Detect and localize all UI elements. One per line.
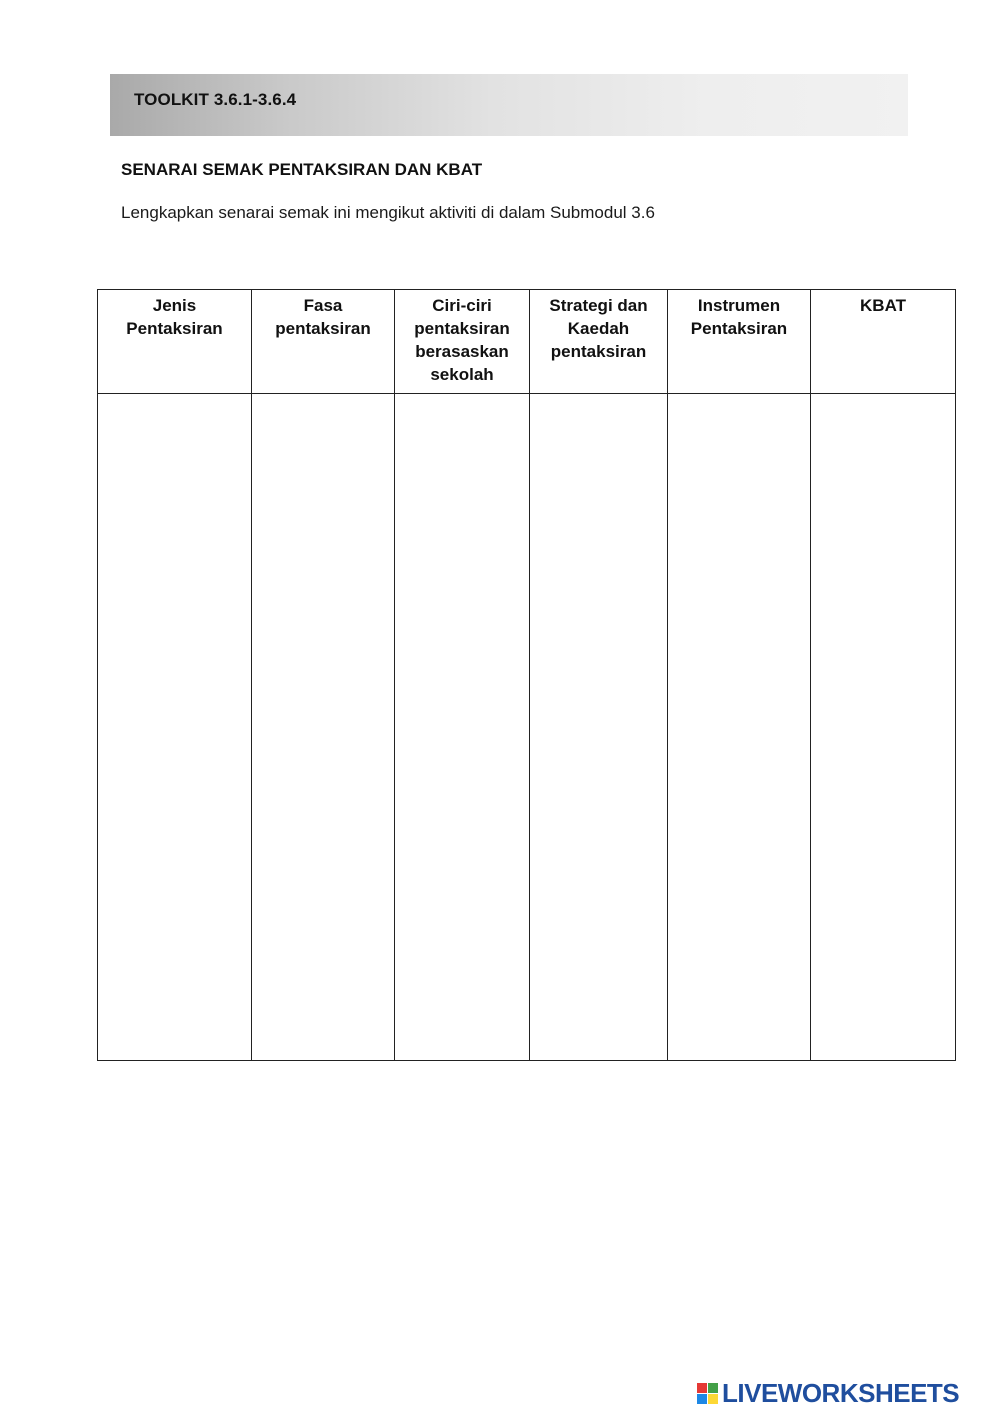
toolkit-title: TOOLKIT 3.6.1-3.6.4 (134, 90, 297, 109)
column-header-fasa-pentaksiran: Fasa pentaksiran (252, 290, 395, 394)
answer-cell-ciri-ciri-pentaksiran[interactable] (395, 394, 530, 1061)
answer-cell-fasa-pentaksiran[interactable] (252, 394, 395, 1061)
instruction-text: Lengkapkan senarai semak ini mengikut aktiviti di dalam Submodul 3.6 (121, 203, 655, 222)
answer-cell-jenis-pentaksiran[interactable] (98, 394, 252, 1061)
logo-square-blue (697, 1394, 707, 1404)
answer-cell-kbat[interactable] (811, 394, 956, 1061)
section-heading: SENARAI SEMAK PENTAKSIRAN DAN KBAT (121, 160, 483, 179)
checklist-table (97, 289, 956, 1061)
logo-square-red (697, 1383, 707, 1393)
column-header-ciri-ciri-pentaksiran: Ciri-ciri pentaksiran berasaskan sekolah (395, 290, 530, 394)
column-header-strategi-dan-kaedah: Strategi dan Kaedah pentaksiran (530, 290, 668, 394)
column-header-jenis-pentaksiran: Jenis Pentaksiran (98, 290, 252, 394)
table-row (98, 394, 956, 1061)
answer-cell-strategi-dan-kaedah[interactable] (530, 394, 668, 1061)
table-header-row (98, 290, 956, 394)
answer-cell-instrumen-pentaksiran[interactable] (668, 394, 811, 1061)
logo-text: LIVEWORKSHEETS (722, 1378, 960, 1408)
liveworksheets-logo-icon (697, 1383, 718, 1404)
header-band (110, 74, 908, 136)
logo-square-yellow (708, 1394, 718, 1404)
column-header-instrumen-pentaksiran: Instrumen Pentaksiran (668, 290, 811, 394)
column-header-kbat: KBAT (811, 290, 956, 394)
liveworksheets-logo (697, 1378, 959, 1409)
logo-square-green (708, 1383, 718, 1393)
